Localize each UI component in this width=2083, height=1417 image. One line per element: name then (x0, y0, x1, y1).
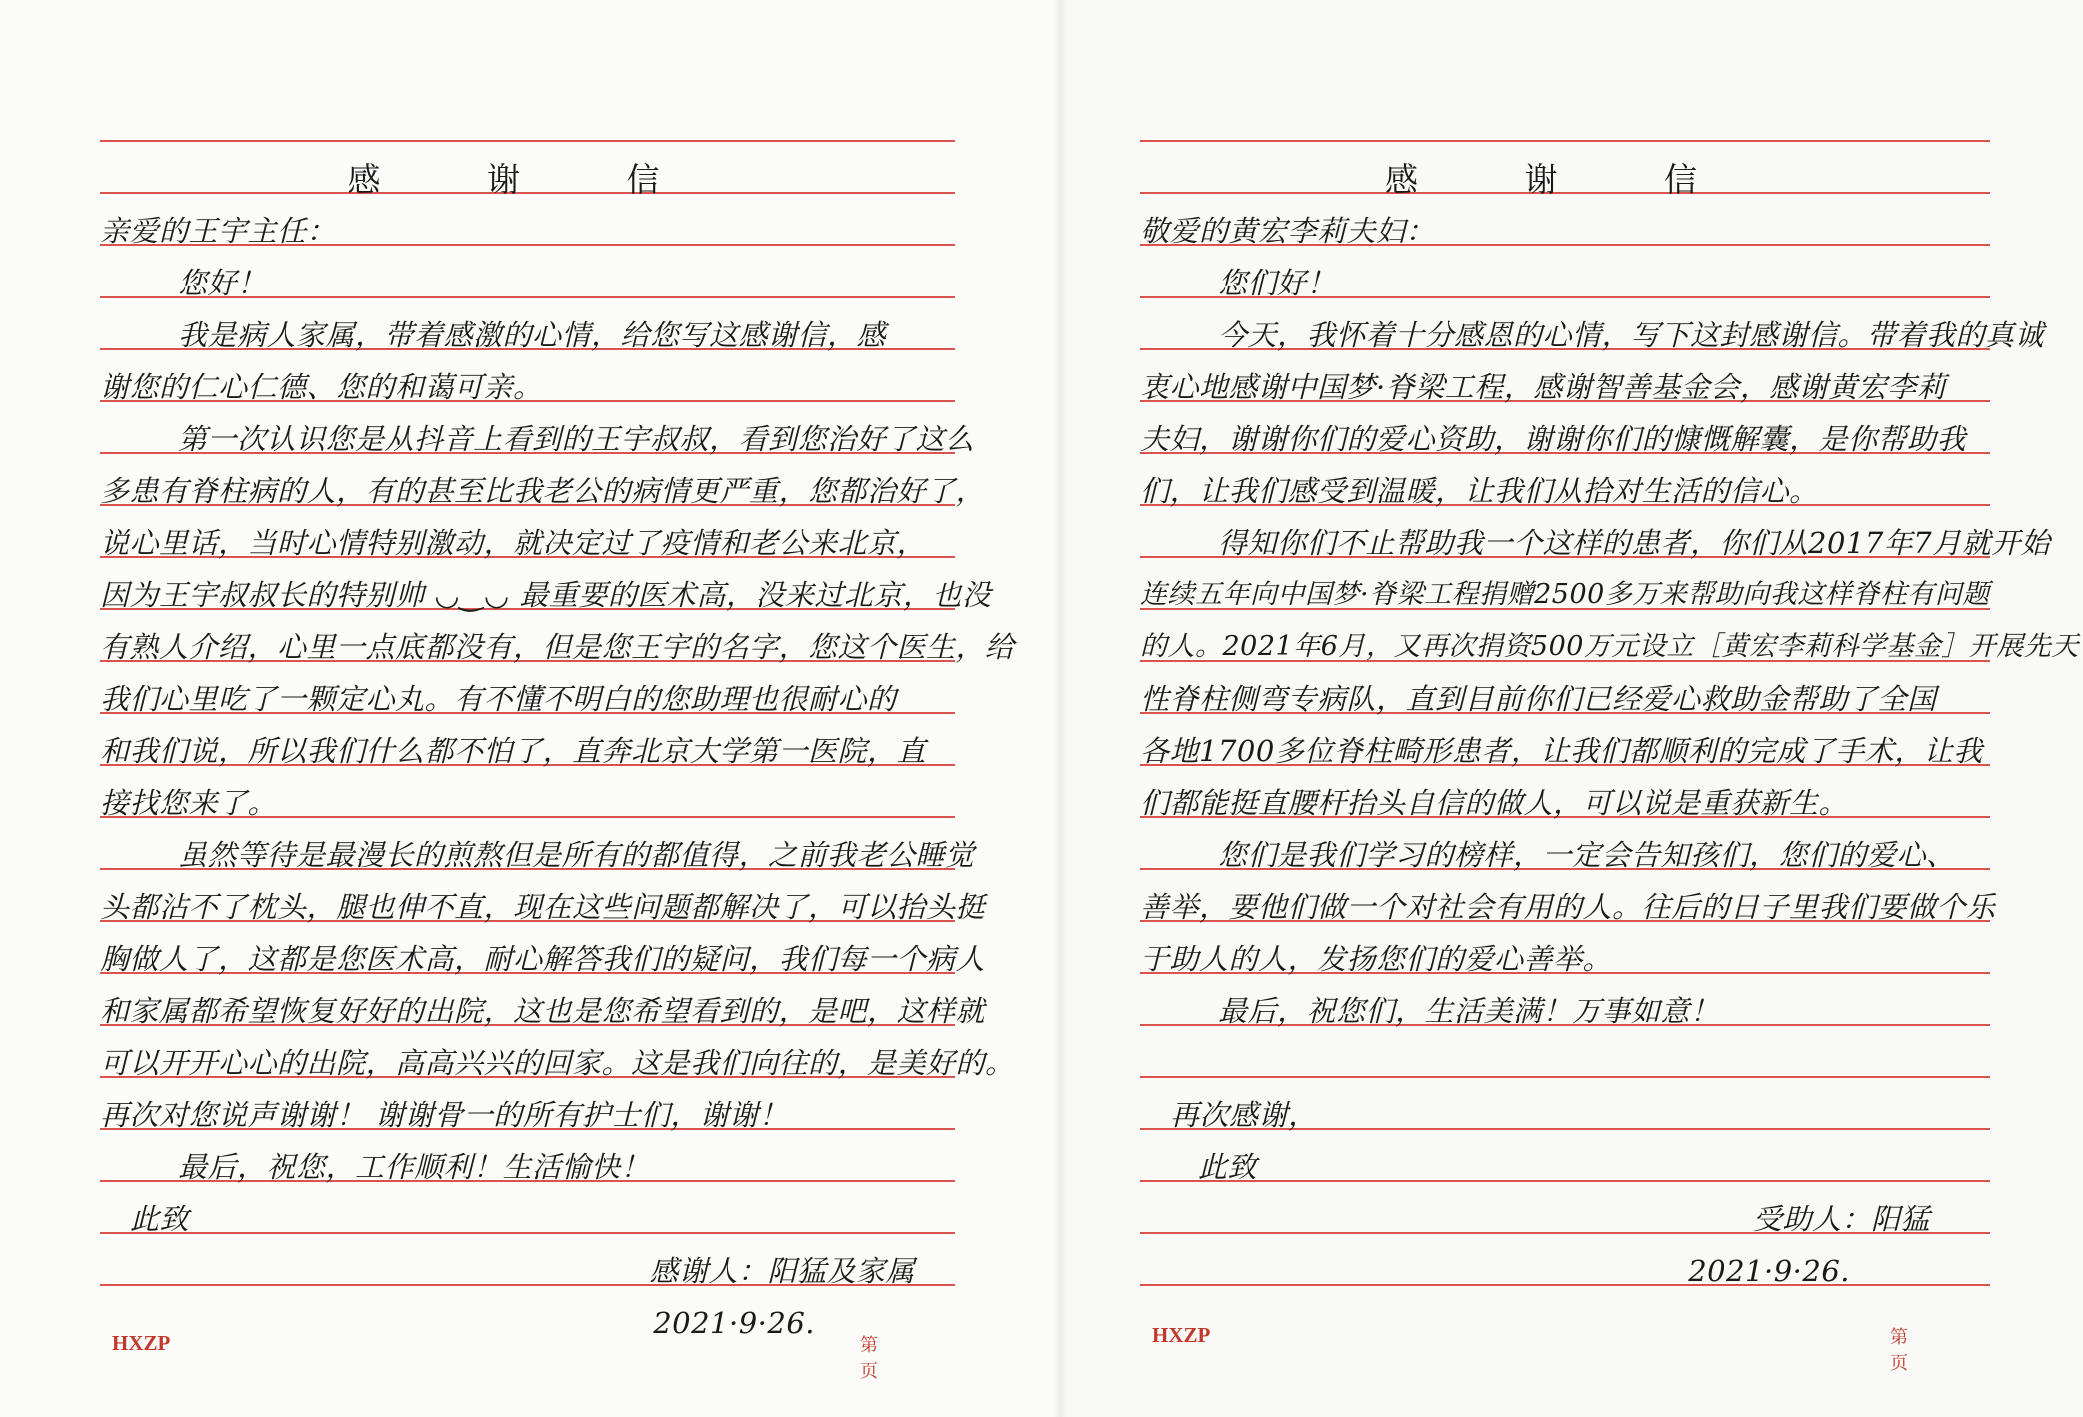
left-footer-page: 第 页 (860, 1335, 900, 1382)
right-footer-page: 第 页 (1890, 1327, 1930, 1374)
right-body-line: 各地1700多位脊柱畸形患者，让我们都顺利的完成了手术，让我 (1140, 734, 1983, 768)
ruled-line (100, 140, 955, 142)
right-body-line: 善举，要他们做一个对社会有用的人。往后的日子里我们要做个乐 (1140, 890, 1996, 924)
right-date: 2021·9·26. (1688, 1254, 1850, 1288)
left-body-line: 我们心里吃了一颗定心丸。有不懂不明白的您助理也很耐心的 (100, 682, 897, 716)
left-body-line: 多患有脊柱病的人，有的甚至比我老公的病情更严重，您都治好了， (100, 474, 986, 508)
left-body-line: 第一次认识您是从抖音上看到的王宇叔叔，看到您治好了这么 (178, 422, 975, 456)
left-body-line: 再次对您说声谢谢！ 谢谢骨一的所有护士们，谢谢！ (100, 1098, 789, 1132)
left-body-line: 胸做人了，这都是您医术高，耐心解答我们的疑问，我们每一个病人 (100, 942, 986, 976)
right-letter-title: 感 谢 信 (1385, 160, 1745, 199)
left-body-line: 谢您的仁心仁德、您的和蔼可亲。 (100, 370, 543, 404)
right-body-line: 于助人的人，发扬您们的爱心善举。 (1140, 942, 1613, 976)
left-letter-title: 感 谢 信 (347, 160, 708, 199)
left-body-line: 可以开开心心的出院，高高兴兴的回家。这是我们向往的，是美好的。 (100, 1046, 1015, 1080)
left-body-line: 有熟人介绍，心里一点底都没有，但是您王宇的名字，您这个医生，给 (100, 630, 1015, 664)
left-closing: 此致 (130, 1202, 190, 1236)
right-greeting: 您们好！ (1218, 266, 1337, 300)
left-body-line: 虽然等待是最漫长的煎熬但是所有的都值得，之前我老公睡觉 (178, 838, 975, 872)
right-letter-page (1140, 0, 2079, 1417)
right-body-line: 衷心地感谢中国梦·脊梁工程，感谢智善基金会，感谢黄宏李莉 (1140, 370, 1947, 404)
left-footer-mark: HXZP (112, 1331, 171, 1355)
right-body-line: 们都能挺直腰杆抬头自信的做人，可以说是重获新生。 (1140, 786, 1849, 820)
left-letter-page (100, 0, 1015, 1417)
right-body-line: 夫妇，谢谢你们的爱心资助，谢谢你们的慷慨解囊，是你帮助我 (1140, 422, 1967, 456)
right-body-line: 连续五年向中国梦·脊梁工程捐赠2500多万来帮助向我这样脊柱有问题 (1140, 579, 1990, 610)
left-body-line: 说心里话，当时心情特别激动，就决定过了疫情和老公来北京， (100, 526, 927, 560)
left-body-line: 头都沾不了枕头，腿也伸不直，现在这些问题都解决了，可以抬头挺 (100, 890, 986, 924)
right-body-line: 得知你们不止帮助我一个这样的患者，你们从2017年7月就开始 (1218, 526, 2051, 560)
left-greeting: 您好！ (178, 266, 267, 300)
right-body-line: 今天，我怀着十分感恩的心情，写下这封感谢信。带着我的真诚 (1218, 318, 2045, 352)
ruled-line (1140, 1076, 1990, 1078)
left-body-line: 接找您来了。 (100, 786, 278, 820)
left-body-line: 和我们说，所以我们什么都不怕了，直奔北京大学第一医院，直 (100, 734, 927, 768)
right-salutation: 敬爱的黄宏李莉夫妇： (1140, 214, 1436, 248)
right-body-line: 们，让我们感受到温暖，让我们从拾对生活的信心。 (1140, 474, 1819, 508)
left-signature: 感谢人：阳猛及家属 (649, 1254, 915, 1288)
right-closing: 此致 (1198, 1150, 1258, 1184)
left-body-line: 我是病人家属，带着感激的心情，给您写这感谢信，感 (178, 318, 887, 352)
page-fold (1052, 0, 1068, 1417)
right-body-line: 您们是我们学习的榜样，一定会告知孩们，您们的爱心、 (1218, 838, 1956, 872)
left-body-line: 和家属都希望恢复好好的出院，这也是您希望看到的，是吧，这样就 (100, 994, 986, 1028)
left-body-line: 因为王宇叔叔长的特别帅 ◡‿◡ 最重要的医术高，没来过北京，也没 (100, 578, 992, 612)
right-body-line: 最后，祝您们，生活美满！万事如意！ (1218, 994, 1720, 1028)
left-salutation: 亲爱的王宇主任： (100, 214, 337, 248)
right-signature: 受助人：阳猛 (1752, 1202, 1930, 1236)
left-body-line: 最后，祝您，工作顺利！生活愉快！ (178, 1150, 651, 1184)
right-body-line: 性脊柱侧弯专病队，直到目前你们已经爱心救助金帮助了全国 (1140, 682, 1937, 716)
left-date: 2021·9·26. (653, 1306, 815, 1340)
right-closing-thanks: 再次感谢， (1170, 1098, 1318, 1132)
right-footer-mark: HXZP (1152, 1323, 1211, 1347)
ruled-line (1140, 140, 1990, 142)
right-body-line: 的人。2021年6月，又再次捐资500万元设立［黄宏李莉科学基金］开展先天 (1140, 631, 2079, 662)
